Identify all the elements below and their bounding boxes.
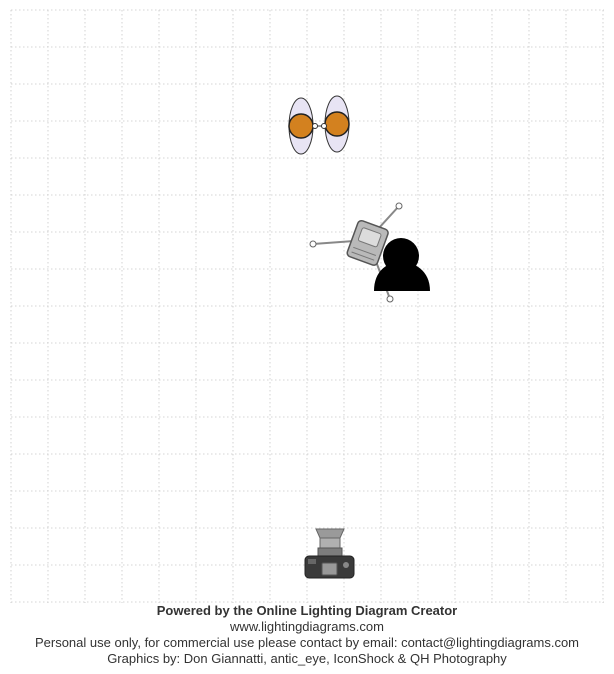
background-light-left[interactable] (289, 98, 318, 154)
flash-softbox-icon (346, 220, 389, 267)
background-light-right[interactable] (322, 96, 350, 152)
footer (0, 603, 614, 667)
camera[interactable] (305, 529, 354, 578)
grid (11, 10, 604, 603)
camera-icon (305, 529, 354, 578)
footer-title: Powered by the Online Lighting Diagram Creator (156, 603, 458, 618)
footer-license-note: Personal use only, for commercial use please contact by email: contact@lightingdiagrams.com (34, 635, 580, 650)
footer-website-link[interactable]: www.lightingdiagrams.com (230, 619, 384, 634)
footer-credits: Graphics by: Don Giannatti, antic_eye, IconShock & QH Photography (107, 651, 507, 666)
